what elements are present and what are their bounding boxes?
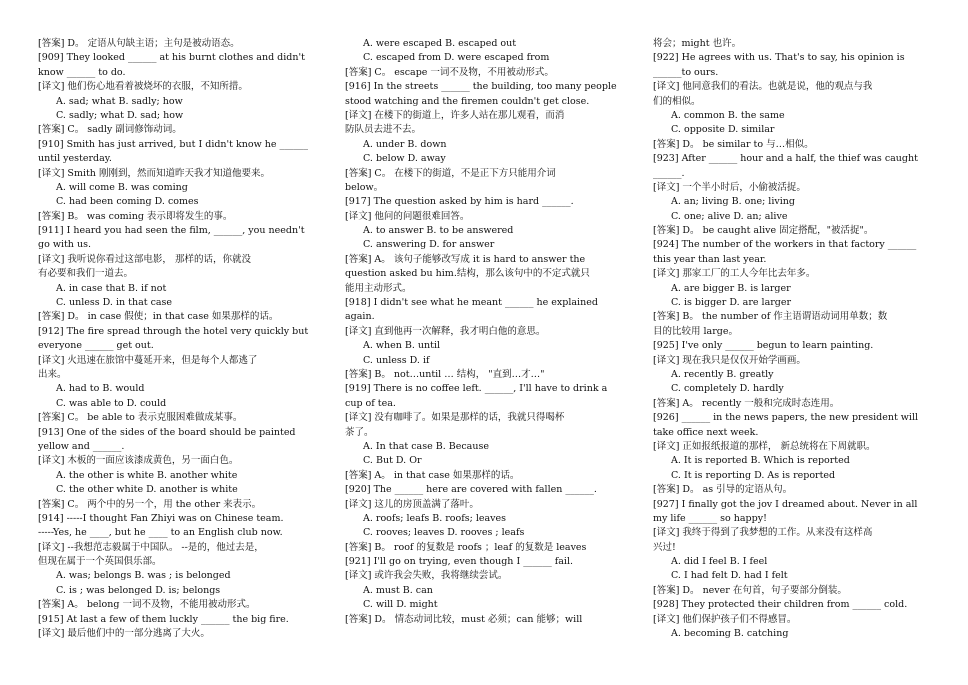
text-line: again. bbox=[345, 311, 375, 323]
translation-line: [译文] 那家工厂的工人今年比去年多。 bbox=[653, 268, 816, 280]
option-line: A. was; belongs B. was ; is belonged bbox=[56, 570, 231, 582]
question-line: [928] They protected their children from ______ cold. bbox=[653, 599, 908, 611]
answer-line: [答案] C。 escape 一词不及物，不用被动形式。 bbox=[345, 66, 554, 78]
option-line: A. sad; what B. sadly; how bbox=[56, 95, 183, 107]
question-line: [914] -----I thought Fan Zhiyi was on Chinese team. bbox=[38, 512, 284, 524]
text-line: below。 bbox=[345, 181, 384, 193]
option-line: A. are bigger B. is larger bbox=[671, 282, 791, 294]
option-line: A. did I feel B. I feel bbox=[671, 556, 768, 568]
text-line: my life ______ so happy! bbox=[653, 512, 767, 524]
option-line: C. opposite D. similar bbox=[671, 124, 775, 136]
translation-line: [译文] 在楼下的街道上，许多人站在那儿观看，而消 bbox=[345, 109, 565, 121]
translation-line: [译文] 他问的问题很难回答。 bbox=[345, 210, 470, 222]
text-line: question asked bu him.结构，那么该句中的不定式就只 bbox=[345, 268, 590, 280]
answer-line: [答案] D。 定语从句缺主语；主句是被动语态。 bbox=[38, 38, 240, 49]
answer-line: [答案] B。 the number of 作主语谓语动词用单数；数 bbox=[653, 311, 888, 323]
question-line: [910] Smith has just arrived, but I didn't know he ______ bbox=[38, 138, 309, 150]
question-line: [922] He agrees with us. That's to say, his opinion is bbox=[653, 52, 905, 64]
option-line: C. rooves; leaves D. rooves ; leafs bbox=[363, 527, 525, 539]
question-line: [917] The question asked by him is hard ______. bbox=[345, 196, 574, 208]
question-line: [926] ______ in the news papers, the new president will bbox=[653, 412, 919, 424]
translation-line: [译文] 火迅速在旅馆中蔓延开来，但是每个人都逃了 bbox=[38, 354, 258, 366]
option-line: A. when B. until bbox=[363, 340, 441, 352]
question-line: [913] One of the sides of the board should be painted bbox=[38, 426, 296, 438]
option-line: A. common B. the same bbox=[671, 109, 785, 121]
answer-line: [答案] C。 sadly 副词修饰动词。 bbox=[38, 124, 182, 136]
text-line: until yesterday. bbox=[38, 153, 112, 165]
option-line: A. to answer B. to be answered bbox=[363, 225, 514, 237]
text-line: take office next week. bbox=[653, 426, 759, 438]
option-line: A. under B. down bbox=[363, 138, 447, 150]
translation-line: [译文] 他同意我们的看法。也就是说，他的观点与我 bbox=[653, 81, 873, 93]
option-line: C. It is reporting D. As is reported bbox=[671, 469, 836, 481]
left-column bbox=[38, 37, 320, 641]
answer-line: [答案] D。 be similar to 与…相似。 bbox=[653, 138, 814, 150]
option-line: A. in case that B. if not bbox=[56, 282, 167, 294]
translation-line: [译文] 现在我只是仅仅开始学画画。 bbox=[653, 354, 806, 366]
option-line: A. will come B. was coming bbox=[56, 181, 188, 193]
option-line: C. will D. might bbox=[363, 599, 438, 611]
option-line: C. is bigger D. are larger bbox=[671, 297, 792, 309]
text-line: 防队员去进不去。 bbox=[345, 124, 422, 136]
option-line: C. is ; was belonged D. is; belongs bbox=[56, 584, 221, 596]
option-line: C. the other white D. another is white bbox=[56, 484, 238, 496]
question-line: [911] I heard you had seen the film, ______, you needn't bbox=[38, 225, 305, 237]
option-line: C. I had felt D. had I felt bbox=[671, 570, 788, 582]
text-line: yellow and ______. bbox=[38, 440, 125, 452]
question-line: [927] I finally got the jov I dreamed about. Never in all bbox=[653, 498, 918, 510]
option-line: A. were escaped B. escaped out bbox=[363, 38, 517, 49]
question-line: [916] In the streets ______ the building, too many people bbox=[345, 81, 617, 93]
question-line: [921] I'll go on trying, even though I ______ fail. bbox=[345, 556, 574, 568]
translation-line: [译文] 或许我会失败，我将继续尝试。 bbox=[345, 570, 508, 582]
text-line: cup of tea. bbox=[345, 397, 396, 409]
question-line: [925] I've only ______ begun to learn painting. bbox=[653, 340, 874, 352]
option-line: C. below D. away bbox=[363, 153, 446, 165]
text-line: 出来。 bbox=[38, 368, 67, 380]
option-line: C. sadly; what D. sad; how bbox=[56, 109, 184, 121]
question-line: [923] After ______ hour and a half, the thief was caught bbox=[653, 153, 918, 165]
text-line: ______to ours. bbox=[653, 66, 719, 78]
translation-line: [译文] 正如报纸报道的那样， 新总统将在下周就职。 bbox=[653, 440, 876, 452]
option-line: A. an; living B. one; living bbox=[671, 196, 795, 208]
right-column bbox=[653, 37, 936, 641]
option-line: A. must B. can bbox=[363, 584, 433, 596]
question-line: [909] They looked ______ at his burnt clothes and didn't bbox=[38, 52, 305, 64]
text-line: -----Yes, he ____, but he ____ to an English club now. bbox=[38, 527, 283, 539]
answer-line: [答案] A。 belong 一词不及物，不能用被动形式。 bbox=[38, 599, 256, 611]
answer-line: [答案] B。 was coming 表示即将发生的事。 bbox=[38, 210, 233, 222]
text-line: everyone ______ get out. bbox=[38, 340, 154, 352]
answer-line: [答案] D。 never 在句首，句子要部分倒装。 bbox=[653, 584, 847, 596]
answer-line: [答案] C。 be able to 表示克服困难做成某事。 bbox=[38, 412, 243, 424]
text-line: 能用主动形式。 bbox=[345, 282, 412, 294]
option-line: A. had to B. would bbox=[56, 383, 145, 395]
translation-line: [译文] 他们保护孩子们不得感冒。 bbox=[653, 613, 797, 625]
option-line: A. roofs; leafs B. roofs; leaves bbox=[363, 512, 507, 524]
text-line: 目的比较用 large。 bbox=[653, 325, 738, 337]
text-line: know ______ to do. bbox=[38, 66, 126, 78]
text-line: ______. bbox=[653, 167, 685, 179]
text-line: 兴过! bbox=[653, 541, 676, 553]
translation-line: [译文] --我想范志毅属于中国队。 --是的，他过去是， bbox=[38, 541, 264, 553]
text-line: this year than last year. bbox=[653, 253, 767, 265]
translation-line: [译文] Smith 刚刚到，然而知道昨天我才知道他要来。 bbox=[38, 167, 270, 179]
translation-line: [译文] 木板的一面应该漆成黄色，另一面白色。 bbox=[38, 455, 239, 467]
question-line: [924] The number of the workers in that factory ______ bbox=[653, 239, 917, 251]
option-line: C. completely D. hardly bbox=[671, 383, 784, 395]
option-line: C. escaped from D. were escaped from bbox=[363, 52, 550, 64]
option-line: C. unless D. in that case bbox=[56, 297, 173, 309]
text-line: go with us. bbox=[38, 239, 91, 251]
answer-line: [答案] A。 in that case 如果那样的话。 bbox=[345, 469, 520, 481]
option-line: C. unless D. if bbox=[363, 354, 430, 366]
option-line: A. It is reported B. Which is reported bbox=[671, 455, 850, 467]
text-line: 们的相似。 bbox=[653, 95, 701, 107]
text-line: 但现在属于一个英国俱乐部。 bbox=[38, 556, 162, 568]
answer-line: [答案] A。 该句子能够改写成 it is hard to answer the bbox=[345, 253, 586, 265]
question-line: [919] There is no coffee left. ______, I'll have to drink a bbox=[345, 383, 608, 395]
text-line: 茶了。 bbox=[345, 426, 374, 438]
option-line: C. answering D. for answer bbox=[363, 239, 495, 251]
answer-line: [答案] C。 两个中的另一个，用 the other 来表示。 bbox=[38, 498, 262, 510]
option-line: A. the other is white B. another white bbox=[56, 469, 238, 481]
option-line: A. In that case B. Because bbox=[363, 440, 489, 452]
question-line: [920] The ______ here are covered with fallen ______. bbox=[345, 484, 597, 496]
translation-line: [译文] 他们伤心地看着被烧坏的衣服，不知所措。 bbox=[38, 81, 248, 93]
answer-line: [答案] B。 roof 的复数是 roofs ；leaf 的复数是 leaves bbox=[345, 541, 587, 553]
answer-line: [答案] D。 be caught alive 固定搭配，"被活捉"。 bbox=[653, 225, 874, 237]
text-line: stood watching and the firemen couldn't get close. bbox=[345, 95, 590, 107]
answer-line: [答案] A。 recently 一般和完成时态连用。 bbox=[653, 397, 840, 409]
question-line: [912] The fire spread through the hotel very quickly but bbox=[38, 325, 309, 337]
translation-line: [译文] 一个半小时后，小偷被活捉。 bbox=[653, 181, 806, 193]
translation-line: [译文] 直到他再一次解释，我才明白他的意思。 bbox=[345, 325, 546, 337]
option-line: C. had been coming D. comes bbox=[56, 196, 199, 208]
question-line: [915] At last a few of them luckly ______ the big fire. bbox=[38, 613, 289, 625]
translation-line: [译文] 我终于得到了我梦想的工作。从来没有这样高 bbox=[653, 527, 873, 539]
translation-line: [译文] 最后他们中的一部分逃离了大火。 bbox=[38, 628, 210, 640]
answer-line: [答案] D。 as 引导的定语从句。 bbox=[653, 484, 793, 496]
translation-line: [译文] 没有咖啡了。如果是那样的话，我就只得喝杯 bbox=[345, 412, 565, 424]
option-line: C. one; alive D. an; alive bbox=[671, 210, 788, 222]
option-line: C. was able to D. could bbox=[56, 397, 167, 409]
answer-line: [答案] C。 在楼下的街道，不是正下方只能用介词 bbox=[345, 167, 556, 179]
option-line: A. recently B. greatly bbox=[671, 368, 774, 380]
question-line: [918] I didn't see what he meant ______ he explained bbox=[345, 297, 598, 309]
answer-line: [答案] D。 in case 假使；in that case 如果那样的话。 bbox=[38, 311, 279, 323]
translation-line: [译文] 我听说你看过这部电影， 那样的话，你就没 bbox=[38, 253, 251, 265]
middle-column bbox=[345, 37, 628, 627]
answer-line: [答案] D。 情态动词比较，must 必须；can 能够；will bbox=[345, 613, 583, 625]
answer-line: [答案] B。 not…until … 结构， "直到…才…" bbox=[345, 368, 545, 380]
option-line: C. But D. Or bbox=[363, 455, 422, 467]
text-line: 有必要和我们一道去。 bbox=[38, 268, 134, 280]
text-line: 将会；might 也许。 bbox=[653, 38, 742, 49]
translation-line: [译文] 这儿的房顶盖满了落叶。 bbox=[345, 498, 479, 510]
option-line: A. becoming B. catching bbox=[671, 628, 789, 640]
